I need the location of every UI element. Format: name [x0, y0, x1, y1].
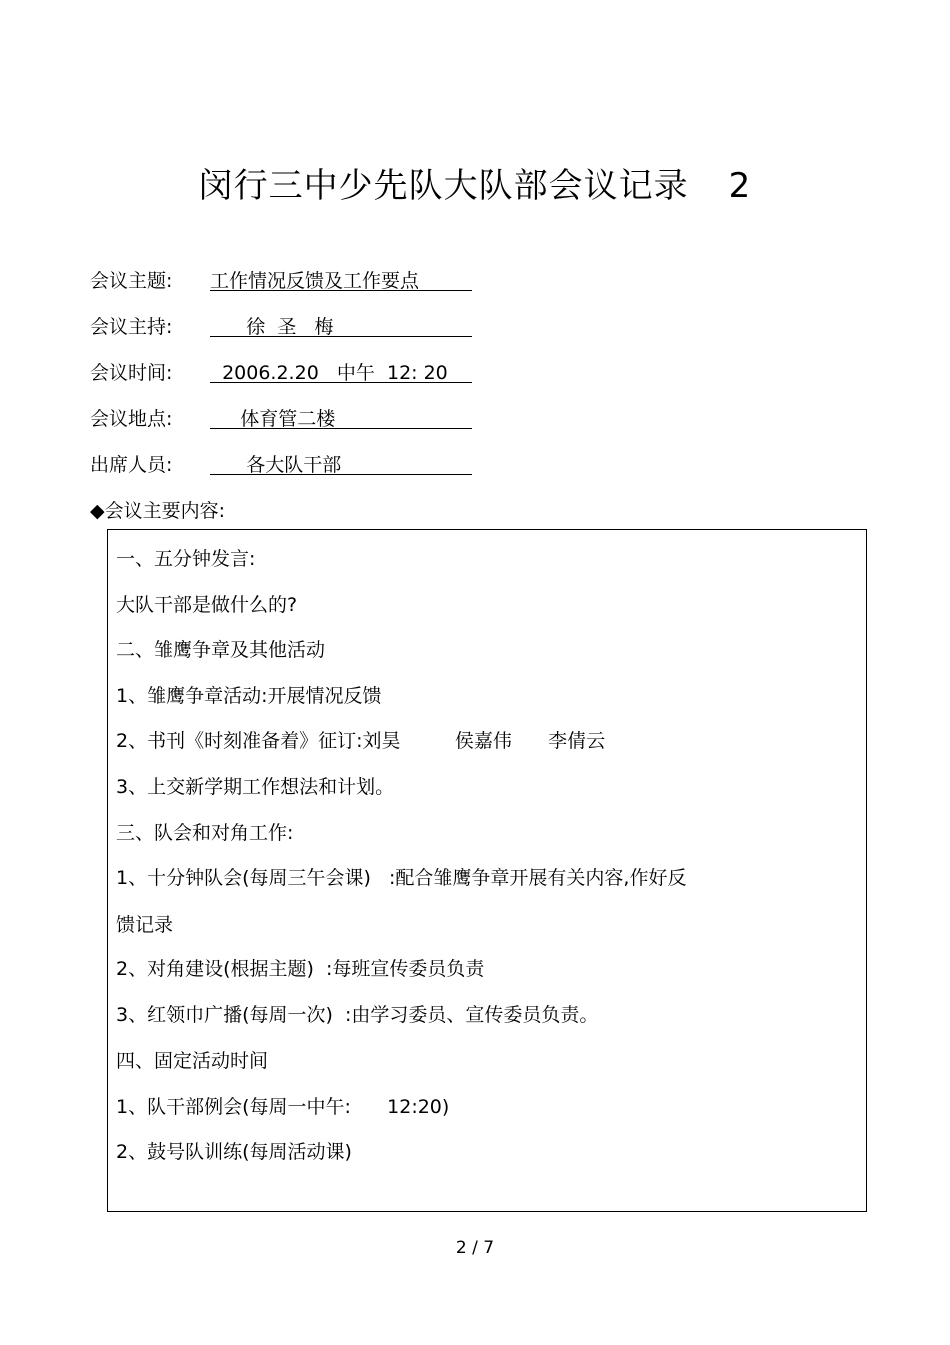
content-line: 四、固定活动时间 [116, 1050, 269, 1072]
content-line: 3、上交新学期工作想法和计划。 [116, 776, 395, 798]
title-number: 2 [728, 166, 752, 206]
field-label: 会议主题: [90, 270, 173, 292]
content-box [107, 529, 867, 1212]
field-time [90, 358, 448, 384]
content-line: 2、鼓号队训练(每周活动课) [116, 1141, 352, 1163]
content-line: 2、书刊《时刻准备着》征订:刘昊 侯嘉伟 李倩云 [116, 730, 606, 752]
content-line: 1、十分钟队会(每周三午会课) :配合雏鹰争章开展有关内容,作好反 [116, 867, 687, 889]
field-attendees [90, 450, 342, 476]
field-value: 体育管二楼 [210, 404, 472, 429]
field-label: 会议地点: [90, 408, 173, 430]
content-line: 2、对角建设(根据主题) :每班宣传委员负责 [116, 958, 485, 980]
content-line: 三、队会和对角工作: [116, 822, 294, 844]
content-line: 1、雏鹰争章活动:开展情况反馈 [116, 685, 382, 707]
document-title [0, 158, 950, 207]
field-value: 徐 圣 梅 [210, 312, 472, 337]
content-line: 馈记录 [116, 914, 174, 936]
content-heading: ◆会议主要内容: [90, 500, 226, 522]
field-label: 出席人员: [90, 454, 173, 476]
content-line: 大队干部是做什么的? [116, 594, 298, 616]
title-text: 闵行三中少先队大队部会议记录 [198, 166, 689, 206]
field-value: 各大队干部 [210, 450, 472, 475]
field-location [90, 404, 336, 430]
page-indicator: 2 / 7 [455, 1238, 495, 1258]
field-value: 工作情况反馈及工作要点 [210, 266, 472, 291]
field-topic [90, 266, 420, 292]
field-label: 会议主持: [90, 316, 173, 338]
field-host [90, 312, 334, 338]
content-line: 二、雏鹰争章及其他活动 [116, 639, 326, 661]
content-line: 3、红领巾广播(每周一次) :由学习委员、宣传委员负责。 [116, 1004, 599, 1026]
content-line: 1、队干部例会(每周一中午: 12:20) [116, 1096, 450, 1118]
field-label: 会议时间: [90, 362, 173, 384]
field-value: 2006.2.20 中午 12: 20 [210, 358, 472, 383]
content-line: 一、五分钟发言: [116, 548, 256, 570]
